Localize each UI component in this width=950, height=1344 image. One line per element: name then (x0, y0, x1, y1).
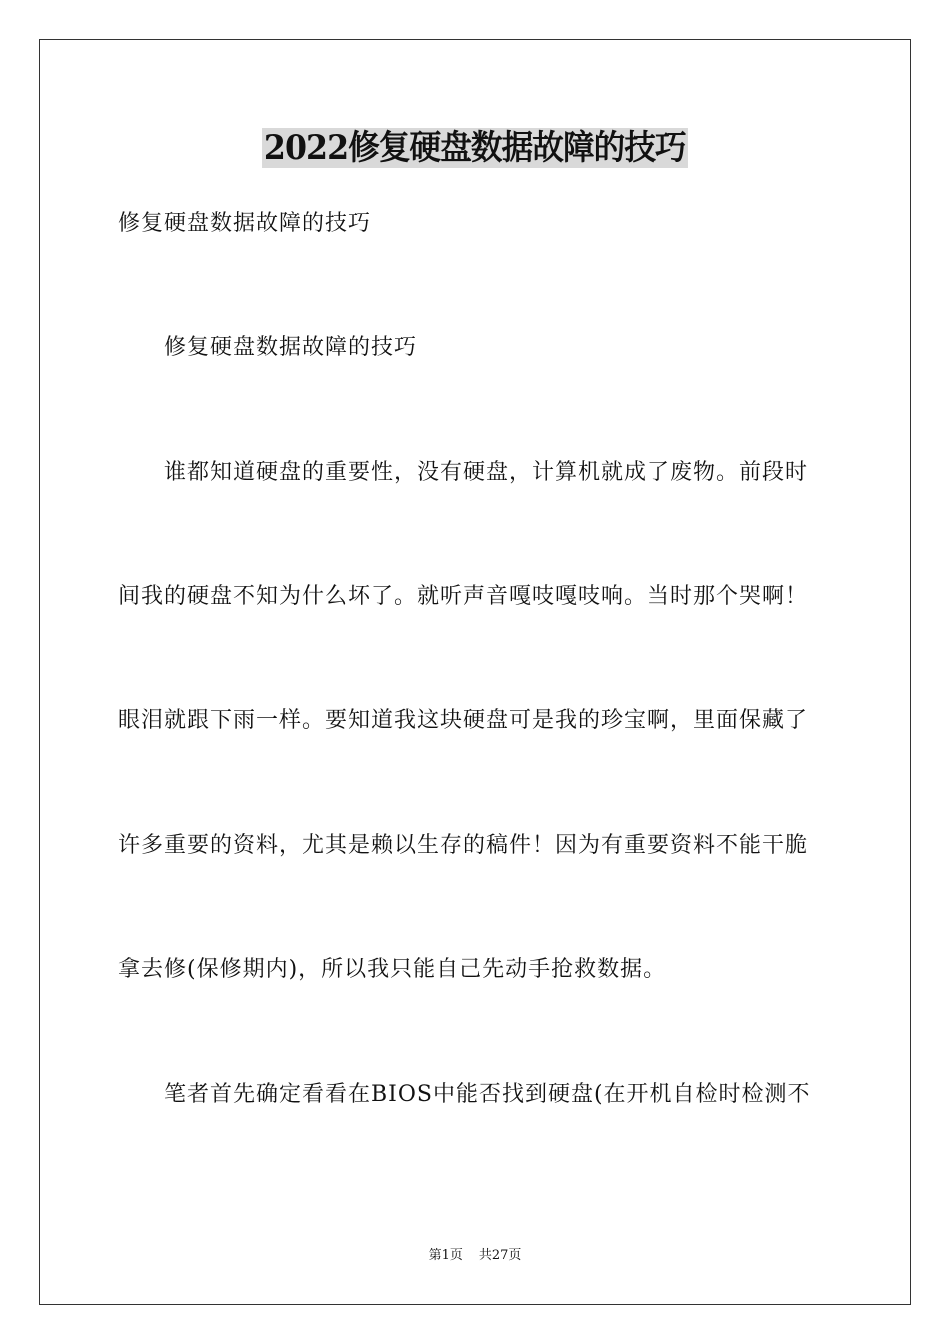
paragraph-line: 笔者首先确定看看在BIOS中能否找到硬盘(在开机自检时检测不 (164, 1082, 811, 1107)
document-title-text: 2022修复硬盘数据故障的技巧 (264, 128, 686, 168)
paragraph-line: 修复硬盘数据故障的技巧 (164, 335, 418, 360)
document-subtitle: 修复硬盘数据故障的技巧 (118, 211, 372, 236)
page-footer (0, 1247, 950, 1265)
paragraph-line: 谁都知道硬盘的重要性，没有硬盘，计算机就成了废物。前段时 (164, 460, 809, 485)
paragraph-line: 许多重要的资料，尤其是赖以生存的稿件！因为有重要资料不能干脆 (118, 833, 809, 858)
page-number: 第1页 (428, 1248, 463, 1263)
page-total: 共27页 (478, 1248, 522, 1263)
document-title (0, 128, 950, 174)
paragraph-line: 间我的硬盘不知为什么坏了。就听声音嘎吱嘎吱响。当时那个哭啊！ (118, 584, 809, 609)
paragraph-line: 眼泪就跟下雨一样。要知道我这块硬盘可是我的珍宝啊，里面保藏了 (118, 708, 809, 733)
paragraph-line: 拿去修(保修期内)，所以我只能自己先动手抢救数据。 (118, 957, 667, 982)
